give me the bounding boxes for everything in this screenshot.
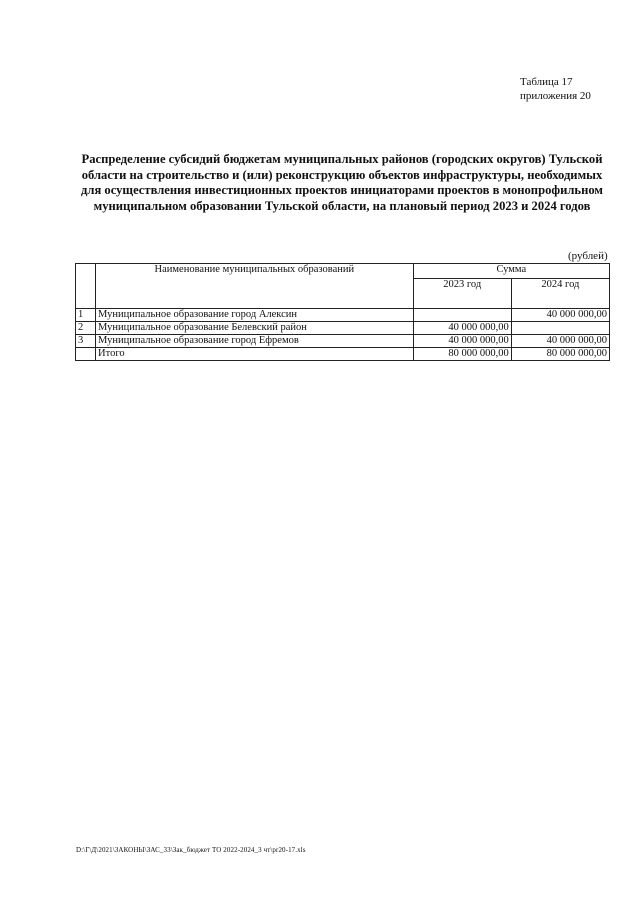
table-row [76, 309, 610, 322]
row-name: Муниципальное образование Белевский район [96, 322, 414, 335]
table-number: Таблица 17 [520, 76, 573, 88]
header-name: Наименование муниципальных образований [96, 264, 414, 309]
total-label: Итого [96, 348, 414, 361]
row-number: 1 [76, 309, 96, 322]
document-title: Распределение субсидий бюджетам муниципальных районов (городских округов) Тульской области на строительство и (или) реконструкцию объектов инфраструктуры, необходимых для осуществления инвестиционных проектов инициаторами проектов в монопрофильном муниципальном образовании Тульской области, на плановый период 2023 и 2024 годов [81, 152, 603, 213]
header-number-cell [76, 264, 96, 309]
units-label: (рублей) [568, 250, 608, 262]
row-number: 3 [76, 335, 96, 348]
row-value-2023: 40 000 000,00 [413, 335, 511, 348]
table-row [76, 335, 610, 348]
table-row [76, 322, 610, 335]
file-path-footer: D:\Г\Д\2021\ЗАКОНЫ\ЗАС_33\Зак_бюджет ТО 2022-2024_3 чт\pr20-17.xls [76, 846, 306, 854]
row-value-2024 [511, 322, 609, 335]
row-value-2024: 40 000 000,00 [511, 335, 609, 348]
total-value-2024: 80 000 000,00 [511, 348, 609, 361]
total-number [76, 348, 96, 361]
row-number: 2 [76, 322, 96, 335]
header-year-2024: 2024 год [511, 279, 609, 309]
header-year-2023: 2023 год [413, 279, 511, 309]
row-name: Муниципальное образование город Ефремов [96, 335, 414, 348]
appendix-number: приложения 20 [520, 90, 591, 102]
total-row [76, 348, 610, 361]
distribution-table [75, 263, 610, 361]
row-value-2023 [413, 309, 511, 322]
total-value-2023: 80 000 000,00 [413, 348, 511, 361]
row-name: Муниципальное образование город Алексин [96, 309, 414, 322]
row-value-2023: 40 000 000,00 [413, 322, 511, 335]
header-sum: Сумма [413, 264, 609, 279]
row-value-2024: 40 000 000,00 [511, 309, 609, 322]
table-reference [520, 75, 591, 103]
